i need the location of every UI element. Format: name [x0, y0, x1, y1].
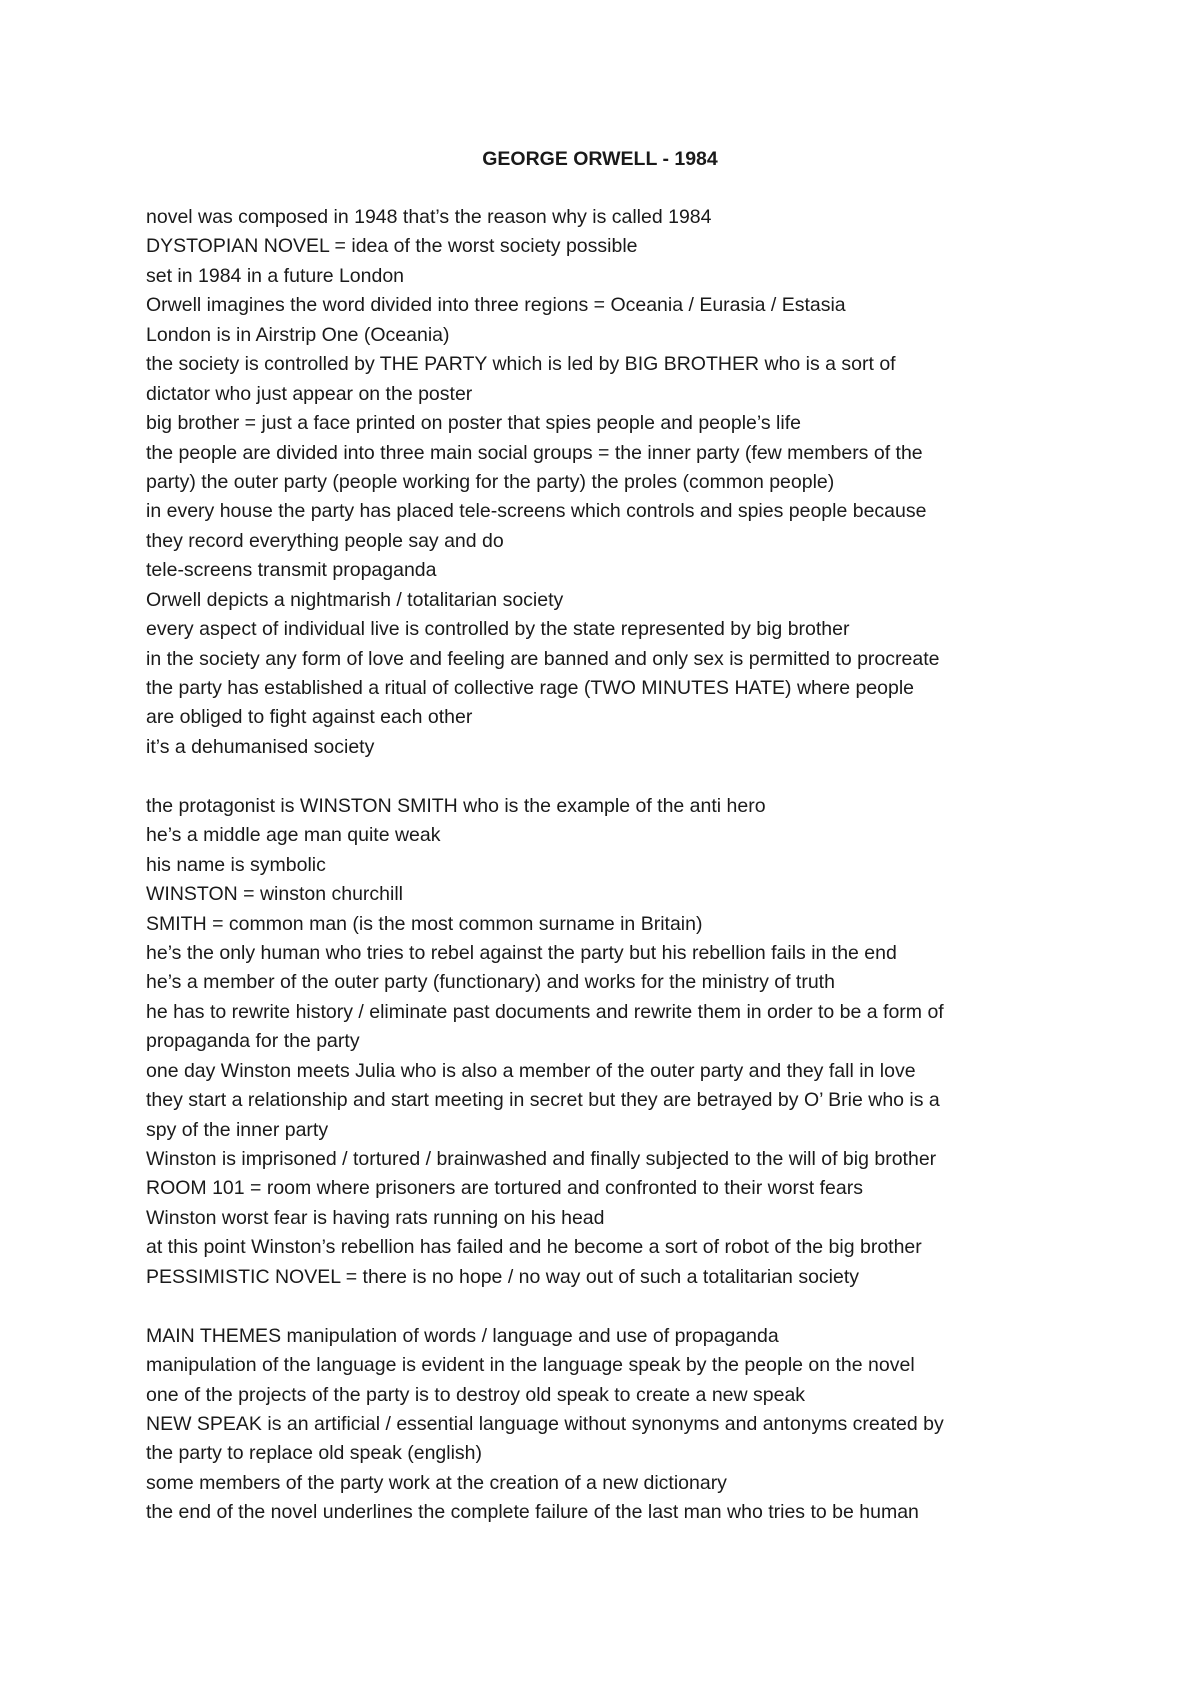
- text-line: the party has established a ritual of collective rage (TWO MINUTES HATE) where people: [146, 677, 915, 699]
- text-line: manipulation of the language is evident in the language speak by the people on the novel: [146, 1354, 915, 1377]
- text-line: at this point Winston’s rebellion has failed and he become a sort of robot of the big brother: [146, 1236, 922, 1259]
- text-line: MAIN THEMES manipulation of words / language and use of propaganda: [146, 1324, 779, 1347]
- text-line: Orwell imagines the word divided into three regions = Oceania / Eurasia / Estasia: [146, 294, 846, 317]
- text-line: the people are divided into three main social groups = the inner party (few members of the: [146, 441, 923, 464]
- text-line: in every house the party has placed tele-screens which controls and spies people because: [146, 500, 927, 523]
- document-body: [146, 203, 1086, 1528]
- text-line: DYSTOPIAN NOVEL = idea of the worst society possible: [146, 235, 638, 258]
- text-line: are obliged to fight against each other: [146, 706, 473, 729]
- text-line: his name is symbolic: [146, 853, 326, 876]
- text-line: he’s a middle age man quite weak: [146, 824, 441, 847]
- blank-line: [146, 1292, 1086, 1321]
- document-title: GEORGE ORWELL - 1984: [482, 148, 718, 170]
- text-line: he’s a member of the outer party (functionary) and works for the ministry of truth: [146, 971, 835, 994]
- text-line: the society is controlled by THE PARTY which is led by BIG BROTHER who is a sort of: [146, 353, 896, 376]
- text-line: every aspect of individual live is controlled by the state represented by big brother: [146, 618, 850, 641]
- text-line: Orwell depicts a nightmarish / totalitarian society: [146, 588, 564, 611]
- text-line: novel was composed in 1948 that’s the reason why is called 1984: [146, 206, 712, 228]
- text-line: the end of the novel underlines the complete failure of the last man who tries to be human: [146, 1501, 919, 1524]
- text-line: dictator who just appear on the poster: [146, 382, 473, 405]
- text-line: the protagonist is WINSTON SMITH who is the example of the anti hero: [146, 794, 766, 817]
- text-line: PESSIMISTIC NOVEL = there is no hope / no way out of such a totalitarian society: [146, 1265, 860, 1288]
- text-line: set in 1984 in a future London: [146, 264, 405, 287]
- text-line: London is in Airstrip One (Oceania): [146, 323, 450, 346]
- text-line: he has to rewrite history / eliminate past documents and rewrite them in order to be a form of: [146, 1000, 944, 1023]
- blank-line: [146, 762, 1086, 791]
- text-line: some members of the party work at the creation of a new dictionary: [146, 1471, 727, 1494]
- text-line: one of the projects of the party is to destroy old speak to create a new speak: [146, 1383, 806, 1406]
- text-line: he’s the only human who tries to rebel against the party but his rebellion fails in the end: [146, 941, 897, 964]
- text-line: they record everything people say and do: [146, 529, 504, 552]
- text-line: big brother = just a face printed on poster that spies people and people’s life: [146, 412, 801, 435]
- text-line: SMITH = common man (is the most common surname in Britain): [146, 912, 703, 935]
- text-line: spy of the inner party: [146, 1118, 329, 1141]
- text-line: ROOM 101 = room where prisoners are tortured and confronted to their worst fears: [146, 1177, 863, 1200]
- text-line: it’s a dehumanised society: [146, 735, 375, 758]
- text-line: party) the outer party (people working for the party) the proles (common people): [146, 470, 835, 493]
- text-line: tele-screens transmit propaganda: [146, 559, 437, 582]
- text-line: WINSTON = winston churchill: [146, 883, 404, 906]
- text-line: one day Winston meets Julia who is also a member of the outer party and they fall in love: [146, 1059, 916, 1082]
- text-line: they start a relationship and start meeting in secret but they are betrayed by O’ Brie who is a: [146, 1089, 940, 1112]
- text-line: NEW SPEAK is an artificial / essential language without synonyms and antonyms created by: [146, 1412, 944, 1435]
- text-line: Winston worst fear is having rats running on his head: [146, 1206, 605, 1229]
- text-line: Winston is imprisoned / tortured / brainwashed and finally subjected to the will of big brother: [146, 1148, 937, 1170]
- text-line: in the society any form of love and feeling are banned and only sex is permitted to procreate: [146, 647, 940, 670]
- text-line: the party to replace old speak (english): [146, 1442, 483, 1465]
- text-line: propaganda for the party: [146, 1030, 360, 1053]
